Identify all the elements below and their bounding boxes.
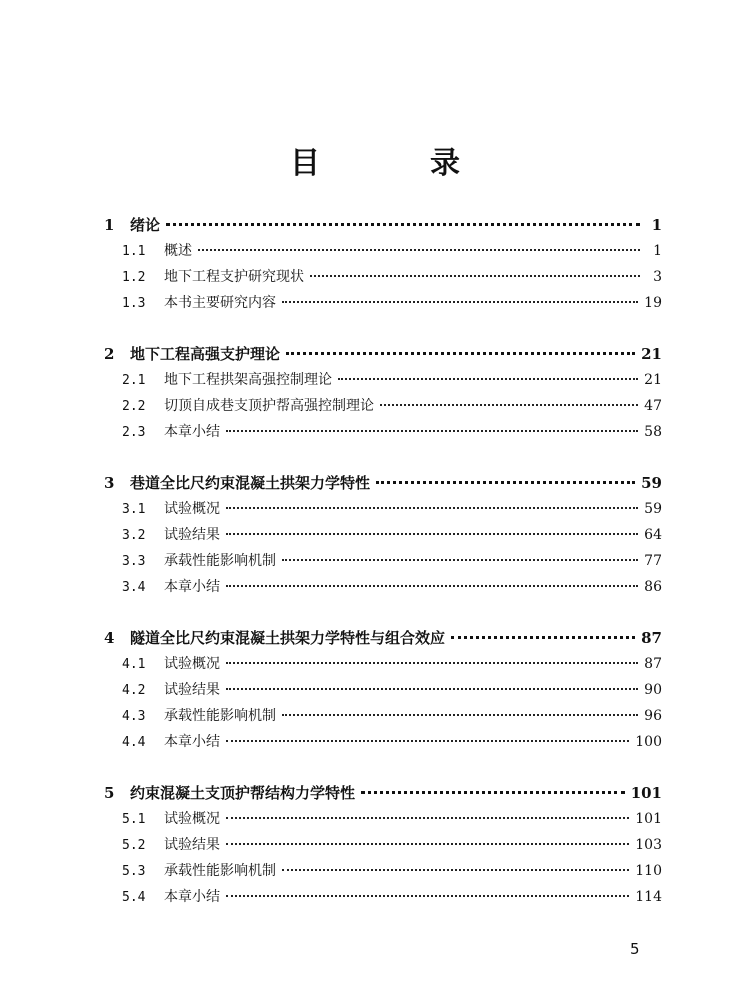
section-page: 87 <box>644 656 662 672</box>
dot-leader <box>376 481 635 484</box>
toc-chapter <box>104 470 662 600</box>
section-number: 4.3 <box>122 709 146 724</box>
toc-section-entry[interactable] <box>104 677 662 703</box>
section-number: 5.1 <box>122 812 146 827</box>
section-title: 试验概况 <box>164 656 220 672</box>
toc-section-entry[interactable] <box>104 290 662 316</box>
toc-chapter-entry[interactable] <box>104 780 662 806</box>
section-page: 100 <box>635 734 662 750</box>
dot-leader <box>286 352 635 355</box>
chapter-title: 绪论 <box>130 216 161 234</box>
section-number: 3.2 <box>122 528 146 543</box>
section-number: 2.1 <box>122 373 146 388</box>
section-number: 5.3 <box>122 864 146 879</box>
dot-leader <box>226 662 638 664</box>
section-title: 试验结果 <box>164 682 220 698</box>
section-number: 5.2 <box>122 838 146 853</box>
toc-section-entry[interactable] <box>104 858 662 884</box>
dot-leader <box>226 585 638 587</box>
section-page: 21 <box>644 372 662 388</box>
dot-leader <box>226 533 638 535</box>
section-page: 96 <box>644 708 662 724</box>
section-number: 4.2 <box>122 683 146 698</box>
section-title: 地下工程拱架高强控制理论 <box>164 372 332 388</box>
section-number: 2.2 <box>122 399 146 414</box>
dot-leader <box>226 740 629 742</box>
section-title: 承载性能影响机制 <box>164 708 276 724</box>
dot-leader <box>226 507 638 509</box>
toc-chapter-entry[interactable] <box>104 341 662 367</box>
section-page: 90 <box>644 682 662 698</box>
dot-leader <box>226 843 629 845</box>
dot-leader <box>338 378 638 380</box>
chapter-title: 约束混凝土支顶护帮结构力学特性 <box>130 784 356 802</box>
section-title: 地下工程支护研究现状 <box>164 269 304 285</box>
toc-section-entry[interactable] <box>104 548 662 574</box>
dot-leader <box>282 559 638 561</box>
toc-chapter-entry[interactable] <box>104 212 662 238</box>
section-title: 本书主要研究内容 <box>164 295 276 311</box>
section-number: 1.2 <box>122 270 146 285</box>
toc-chapter-entry[interactable] <box>104 470 662 496</box>
dot-leader <box>226 430 638 432</box>
section-page: 59 <box>644 501 662 517</box>
section-title: 本章小结 <box>164 579 220 595</box>
section-page: 103 <box>635 837 662 853</box>
toc-chapter-entry[interactable] <box>104 625 662 651</box>
chapter-page: 1 <box>651 216 662 234</box>
section-title: 承载性能影响机制 <box>164 553 276 569</box>
section-number: 5.4 <box>122 890 146 905</box>
dot-leader <box>361 791 625 794</box>
toc-section-entry[interactable] <box>104 703 662 729</box>
toc-section-entry[interactable] <box>104 651 662 677</box>
section-number: 4.4 <box>122 735 146 750</box>
section-title: 试验结果 <box>164 837 220 853</box>
section-number: 3.3 <box>122 554 146 569</box>
chapter-page: 101 <box>630 784 662 802</box>
section-page: 47 <box>644 398 662 414</box>
section-page: 114 <box>635 889 662 905</box>
section-number: 2.3 <box>122 425 146 440</box>
page-number: 5 <box>630 940 640 958</box>
chapter-page: 87 <box>641 629 662 647</box>
section-number: 1.3 <box>122 296 146 311</box>
section-page: 77 <box>644 553 662 569</box>
section-page: 19 <box>644 295 662 311</box>
section-number: 3.4 <box>122 580 146 595</box>
section-title: 承载性能影响机制 <box>164 863 276 879</box>
toc-chapter <box>104 341 662 445</box>
chapter-number: 4 <box>104 629 115 647</box>
section-title: 本章小结 <box>164 889 220 905</box>
section-title: 概述 <box>164 243 192 259</box>
section-page: 3 <box>653 269 662 285</box>
toc-chapter <box>104 212 662 316</box>
toc-section-entry[interactable] <box>104 419 662 445</box>
section-title: 切顶自成巷支顶护帮高强控制理论 <box>164 398 374 414</box>
dot-leader <box>198 249 640 251</box>
dot-leader <box>226 895 629 897</box>
dot-leader <box>282 869 629 871</box>
section-title: 试验概况 <box>164 501 220 517</box>
chapter-page: 59 <box>641 474 662 492</box>
section-number: 3.1 <box>122 502 146 517</box>
section-title: 本章小结 <box>164 734 220 750</box>
chapter-number: 2 <box>104 345 115 363</box>
chapter-page: 21 <box>641 345 662 363</box>
section-number: 4.1 <box>122 657 146 672</box>
section-page: 86 <box>644 579 662 595</box>
toc-section-entry[interactable] <box>104 806 662 832</box>
toc-section-entry[interactable] <box>104 832 662 858</box>
section-title: 试验概况 <box>164 811 220 827</box>
toc-section-entry[interactable] <box>104 884 662 910</box>
chapter-title: 地下工程高强支护理论 <box>130 345 281 363</box>
dot-leader <box>226 817 629 819</box>
dot-leader <box>451 636 635 639</box>
section-title: 本章小结 <box>164 424 220 440</box>
page-title: 目 录 <box>290 146 500 181</box>
toc-section-entry[interactable] <box>104 574 662 600</box>
dot-leader <box>380 404 638 406</box>
chapter-title: 巷道全比尺约束混凝土拱架力学特性 <box>130 474 371 492</box>
dot-leader <box>226 688 638 690</box>
section-page: 101 <box>635 811 662 827</box>
dot-leader <box>310 275 640 277</box>
toc-section-entry[interactable] <box>104 264 662 290</box>
chapter-title: 隧道全比尺约束混凝土拱架力学特性与组合效应 <box>130 629 446 647</box>
toc-section-entry[interactable] <box>104 729 662 755</box>
toc-section-entry[interactable] <box>104 238 662 264</box>
toc-section-entry[interactable] <box>104 496 662 522</box>
section-page: 1 <box>653 243 662 259</box>
section-page: 58 <box>644 424 662 440</box>
dot-leader <box>282 714 638 716</box>
toc-chapter <box>104 780 662 910</box>
section-number: 1.1 <box>122 244 146 259</box>
toc-section-entry[interactable] <box>104 367 662 393</box>
section-page: 110 <box>635 863 662 879</box>
section-page: 64 <box>644 527 662 543</box>
toc-chapter <box>104 625 662 755</box>
dot-leader <box>282 301 638 303</box>
section-title: 试验结果 <box>164 527 220 543</box>
toc-section-entry[interactable] <box>104 393 662 419</box>
table-of-contents <box>104 212 662 935</box>
chapter-number: 1 <box>104 216 115 234</box>
toc-section-entry[interactable] <box>104 522 662 548</box>
chapter-number: 5 <box>104 784 115 802</box>
dot-leader <box>166 223 640 226</box>
chapter-number: 3 <box>104 474 115 492</box>
